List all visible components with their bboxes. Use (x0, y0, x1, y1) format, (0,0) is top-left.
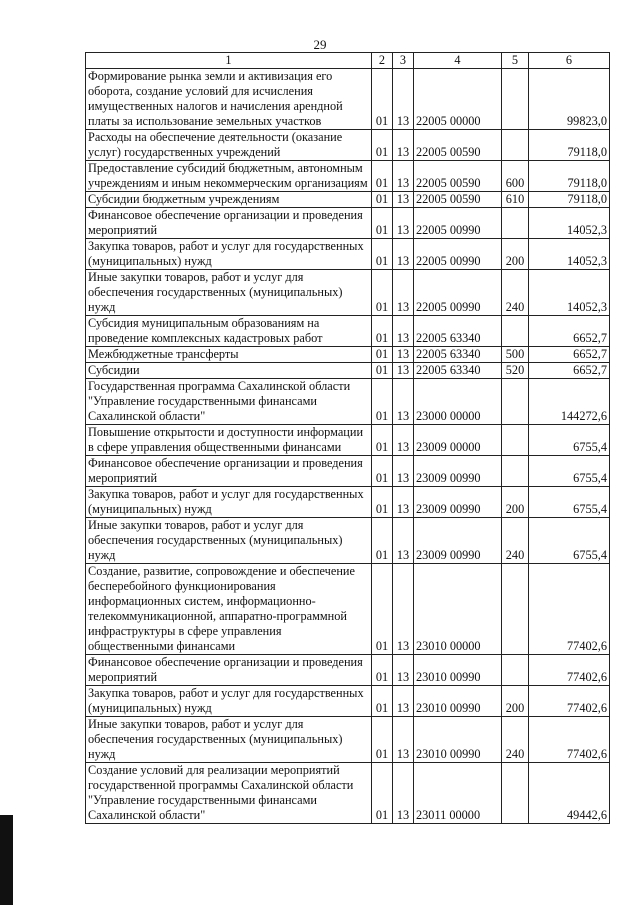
expense-type-code: 600 (502, 161, 529, 192)
table-row (86, 347, 610, 363)
amount: 6755,4 (529, 487, 610, 518)
subsection-code: 13 (393, 316, 414, 347)
table-row (86, 69, 610, 130)
amount: 144272,6 (529, 379, 610, 425)
amount: 77402,6 (529, 686, 610, 717)
row-name: Формирование рынка земли и активизация его оборота, создание условий для исчисления имущественных налогов и начисления арендной платы за использование земельных участков (86, 69, 372, 130)
row-name: Финансовое обеспечение организации и проведения мероприятий (86, 456, 372, 487)
row-name: Закупка товаров, работ и услуг для государственных (муниципальных) нужд (86, 487, 372, 518)
expense-type-code (502, 655, 529, 686)
expense-type-code: 200 (502, 686, 529, 717)
expense-type-code (502, 69, 529, 130)
section-code: 01 (372, 686, 393, 717)
row-name: Иные закупки товаров, работ и услуг для обеспечения государственных (муниципальных) нужд (86, 270, 372, 316)
section-code: 01 (372, 239, 393, 270)
table-row (86, 239, 610, 270)
target-item-code: 22005 00590 (414, 130, 502, 161)
subsection-code: 13 (393, 363, 414, 379)
row-name: Государственная программа Сахалинской области "Управление государственными финансами Сахалинской области" (86, 379, 372, 425)
table-row (86, 717, 610, 763)
section-code: 01 (372, 564, 393, 655)
section-code: 01 (372, 161, 393, 192)
header-row (86, 53, 610, 69)
amount: 79118,0 (529, 130, 610, 161)
target-item-code: 23009 00990 (414, 487, 502, 518)
subsection-code: 13 (393, 192, 414, 208)
expense-type-code (502, 456, 529, 487)
amount: 49442,6 (529, 763, 610, 824)
table-row (86, 564, 610, 655)
amount: 14052,3 (529, 208, 610, 239)
amount: 6755,4 (529, 456, 610, 487)
expense-type-code (502, 379, 529, 425)
row-name: Финансовое обеспечение организации и проведения мероприятий (86, 655, 372, 686)
target-item-code: 23009 00990 (414, 518, 502, 564)
expense-type-code: 240 (502, 270, 529, 316)
expense-type-code: 520 (502, 363, 529, 379)
amount: 6652,7 (529, 347, 610, 363)
subsection-code: 13 (393, 270, 414, 316)
row-name: Субсидии бюджетным учреждениям (86, 192, 372, 208)
table-header (86, 53, 610, 69)
subsection-code: 13 (393, 130, 414, 161)
binding-mark (0, 815, 13, 905)
expense-type-code (502, 130, 529, 161)
row-name: Финансовое обеспечение организации и проведения мероприятий (86, 208, 372, 239)
table-row (86, 130, 610, 161)
target-item-code: 23010 00990 (414, 717, 502, 763)
header-cell: 3 (393, 53, 414, 69)
subsection-code: 13 (393, 161, 414, 192)
header-cell: 4 (414, 53, 502, 69)
target-item-code: 23009 00000 (414, 425, 502, 456)
table-body (86, 69, 610, 824)
header-cell: 6 (529, 53, 610, 69)
subsection-code: 13 (393, 686, 414, 717)
target-item-code: 23009 00990 (414, 456, 502, 487)
subsection-code: 13 (393, 239, 414, 270)
subsection-code: 13 (393, 655, 414, 686)
section-code: 01 (372, 487, 393, 518)
target-item-code: 23010 00990 (414, 655, 502, 686)
subsection-code: 13 (393, 208, 414, 239)
amount: 6652,7 (529, 316, 610, 347)
target-item-code: 22005 00000 (414, 69, 502, 130)
section-code: 01 (372, 379, 393, 425)
amount: 14052,3 (529, 270, 610, 316)
subsection-code: 13 (393, 487, 414, 518)
subsection-code: 13 (393, 456, 414, 487)
section-code: 01 (372, 208, 393, 239)
row-name: Повышение открытости и доступности информации в сфере управления общественными финансами (86, 425, 372, 456)
amount: 79118,0 (529, 192, 610, 208)
expense-type-code (502, 208, 529, 239)
section-code: 01 (372, 69, 393, 130)
amount: 99823,0 (529, 69, 610, 130)
subsection-code: 13 (393, 763, 414, 824)
row-name: Создание, развитие, сопровождение и обеспечение бесперебойного функционирования информационных систем, информационно-телекоммуникационной, аппаратно-программной инфраструктуры в сфере управления общественными финансами (86, 564, 372, 655)
amount: 14052,3 (529, 239, 610, 270)
row-name: Субсидия муниципальным образованиям на проведение комплексных кадастровых работ (86, 316, 372, 347)
subsection-code: 13 (393, 347, 414, 363)
row-name: Иные закупки товаров, работ и услуг для обеспечения государственных (муниципальных) нужд (86, 717, 372, 763)
table-row (86, 425, 610, 456)
subsection-code: 13 (393, 425, 414, 456)
expense-type-code (502, 564, 529, 655)
section-code: 01 (372, 347, 393, 363)
table-row (86, 456, 610, 487)
amount: 77402,6 (529, 717, 610, 763)
table-row (86, 655, 610, 686)
section-code: 01 (372, 425, 393, 456)
amount: 77402,6 (529, 564, 610, 655)
header-cell: 5 (502, 53, 529, 69)
section-code: 01 (372, 192, 393, 208)
row-name: Межбюджетные трансферты (86, 347, 372, 363)
subsection-code: 13 (393, 518, 414, 564)
target-item-code: 23011 00000 (414, 763, 502, 824)
amount: 6755,4 (529, 518, 610, 564)
header-cell: 1 (86, 53, 372, 69)
amount: 79118,0 (529, 161, 610, 192)
expense-type-code: 240 (502, 518, 529, 564)
section-code: 01 (372, 130, 393, 161)
subsection-code: 13 (393, 564, 414, 655)
subsection-code: 13 (393, 717, 414, 763)
expense-type-code (502, 425, 529, 456)
table-row (86, 763, 610, 824)
target-item-code: 22005 63340 (414, 316, 502, 347)
section-code: 01 (372, 655, 393, 686)
table-row (86, 379, 610, 425)
section-code: 01 (372, 763, 393, 824)
target-item-code: 22005 00990 (414, 208, 502, 239)
target-item-code: 23010 00990 (414, 686, 502, 717)
target-item-code: 23010 00000 (414, 564, 502, 655)
table-row (86, 316, 610, 347)
row-name: Расходы на обеспечение деятельности (оказание услуг) государственных учреждений (86, 130, 372, 161)
table-row (86, 518, 610, 564)
table-row (86, 192, 610, 208)
section-code: 01 (372, 717, 393, 763)
expense-type-code (502, 763, 529, 824)
expense-type-code: 200 (502, 239, 529, 270)
row-name: Субсидии (86, 363, 372, 379)
amount: 6755,4 (529, 425, 610, 456)
header-cell: 2 (372, 53, 393, 69)
subsection-code: 13 (393, 379, 414, 425)
table-row (86, 686, 610, 717)
section-code: 01 (372, 363, 393, 379)
section-code: 01 (372, 518, 393, 564)
section-code: 01 (372, 270, 393, 316)
expense-type-code: 500 (502, 347, 529, 363)
budget-table (85, 52, 610, 824)
target-item-code: 22005 00590 (414, 161, 502, 192)
expense-type-code: 200 (502, 487, 529, 518)
table-row (86, 363, 610, 379)
target-item-code: 22005 00590 (414, 192, 502, 208)
section-code: 01 (372, 456, 393, 487)
row-name: Закупка товаров, работ и услуг для государственных (муниципальных) нужд (86, 239, 372, 270)
expense-type-code (502, 316, 529, 347)
section-code: 01 (372, 316, 393, 347)
target-item-code: 22005 63340 (414, 347, 502, 363)
table-row (86, 270, 610, 316)
table-row (86, 208, 610, 239)
target-item-code: 23000 00000 (414, 379, 502, 425)
amount: 77402,6 (529, 655, 610, 686)
amount: 6652,7 (529, 363, 610, 379)
expense-type-code: 240 (502, 717, 529, 763)
table-row (86, 161, 610, 192)
subsection-code: 13 (393, 69, 414, 130)
target-item-code: 22005 00990 (414, 239, 502, 270)
row-name: Предоставление субсидий бюджетным, автономным учреждениям и иным некоммерческим организациям (86, 161, 372, 192)
table-row (86, 487, 610, 518)
row-name: Закупка товаров, работ и услуг для государственных (муниципальных) нужд (86, 686, 372, 717)
target-item-code: 22005 00990 (414, 270, 502, 316)
target-item-code: 22005 63340 (414, 363, 502, 379)
row-name: Иные закупки товаров, работ и услуг для обеспечения государственных (муниципальных) нужд (86, 518, 372, 564)
row-name: Создание условий для реализации мероприятий государственной программы Сахалинской области "Управление государственными финансами Сахалинской области" (86, 763, 372, 824)
expense-type-code: 610 (502, 192, 529, 208)
page-number: 29 (313, 37, 327, 52)
